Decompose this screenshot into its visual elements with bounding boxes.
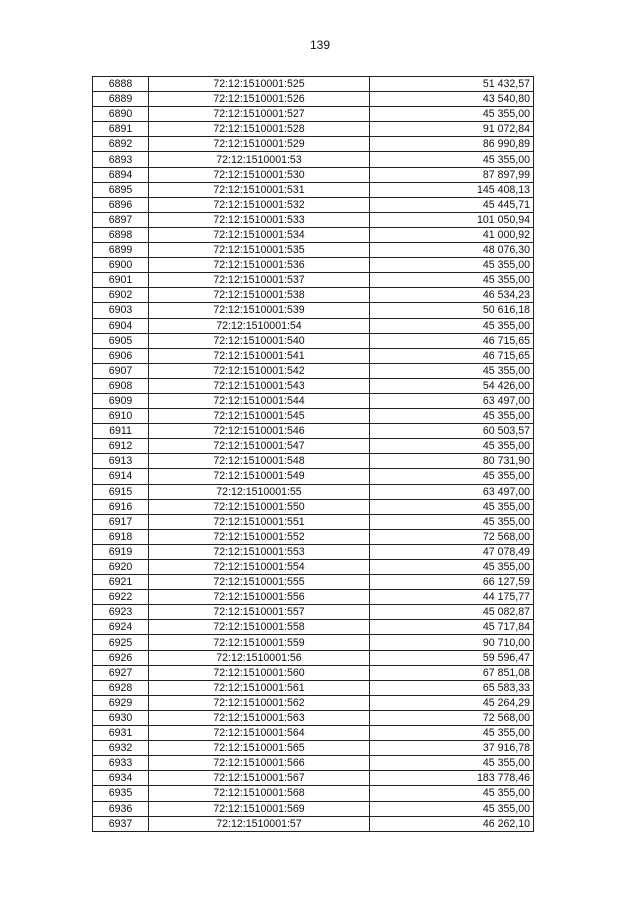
cadastral-value-table bbox=[92, 76, 533, 832]
row-number-cell: 6897 bbox=[93, 212, 149, 227]
table-row bbox=[93, 544, 534, 559]
value-cell: 45 355,00 bbox=[370, 258, 534, 273]
value-cell: 51 432,57 bbox=[370, 77, 534, 92]
value-cell: 54 426,00 bbox=[370, 378, 534, 393]
table-row bbox=[93, 665, 534, 680]
cadastral-number-cell: 72:12:1510001:553 bbox=[149, 544, 370, 559]
row-number-cell: 6925 bbox=[93, 635, 149, 650]
value-cell: 80 731,90 bbox=[370, 454, 534, 469]
value-cell: 91 072,84 bbox=[370, 122, 534, 137]
value-cell: 72 568,00 bbox=[370, 710, 534, 725]
table-row bbox=[93, 348, 534, 363]
table-row bbox=[93, 152, 534, 167]
cadastral-number-cell: 72:12:1510001:566 bbox=[149, 756, 370, 771]
cadastral-number-cell: 72:12:1510001:555 bbox=[149, 575, 370, 590]
table-row bbox=[93, 393, 534, 408]
table-row bbox=[93, 122, 534, 137]
table-row bbox=[93, 726, 534, 741]
cadastral-number-cell: 72:12:1510001:534 bbox=[149, 227, 370, 242]
table-row bbox=[93, 514, 534, 529]
value-cell: 45 445,71 bbox=[370, 197, 534, 212]
row-number-cell: 6936 bbox=[93, 801, 149, 816]
value-cell: 63 497,00 bbox=[370, 484, 534, 499]
table-row bbox=[93, 303, 534, 318]
table-row bbox=[93, 333, 534, 348]
row-number-cell: 6920 bbox=[93, 560, 149, 575]
table-row bbox=[93, 560, 534, 575]
table-row bbox=[93, 771, 534, 786]
row-number-cell: 6894 bbox=[93, 167, 149, 182]
row-number-cell: 6895 bbox=[93, 182, 149, 197]
cadastral-number-cell: 72:12:1510001:549 bbox=[149, 469, 370, 484]
value-cell: 67 851,08 bbox=[370, 665, 534, 680]
value-cell: 45 082,87 bbox=[370, 605, 534, 620]
row-number-cell: 6906 bbox=[93, 348, 149, 363]
cadastral-number-cell: 72:12:1510001:542 bbox=[149, 363, 370, 378]
cadastral-number-cell: 72:12:1510001:558 bbox=[149, 620, 370, 635]
row-number-cell: 6898 bbox=[93, 227, 149, 242]
row-number-cell: 6935 bbox=[93, 786, 149, 801]
table-row bbox=[93, 424, 534, 439]
row-number-cell: 6915 bbox=[93, 484, 149, 499]
row-number-cell: 6928 bbox=[93, 680, 149, 695]
row-number-cell: 6937 bbox=[93, 816, 149, 831]
row-number-cell: 6890 bbox=[93, 107, 149, 122]
value-cell: 41 000,92 bbox=[370, 227, 534, 242]
row-number-cell: 6917 bbox=[93, 514, 149, 529]
cadastral-number-cell: 72:12:1510001:531 bbox=[149, 182, 370, 197]
row-number-cell: 6903 bbox=[93, 303, 149, 318]
value-cell: 45 355,00 bbox=[370, 801, 534, 816]
cadastral-number-cell: 72:12:1510001:568 bbox=[149, 786, 370, 801]
table-row bbox=[93, 756, 534, 771]
row-number-cell: 6914 bbox=[93, 469, 149, 484]
value-cell: 183 778,46 bbox=[370, 771, 534, 786]
cadastral-number-cell: 72:12:1510001:56 bbox=[149, 650, 370, 665]
cadastral-number-cell: 72:12:1510001:548 bbox=[149, 454, 370, 469]
row-number-cell: 6899 bbox=[93, 243, 149, 258]
cadastral-number-cell: 72:12:1510001:54 bbox=[149, 318, 370, 333]
row-number-cell: 6905 bbox=[93, 333, 149, 348]
table-row bbox=[93, 816, 534, 831]
value-cell: 46 262,10 bbox=[370, 816, 534, 831]
value-cell: 59 596,47 bbox=[370, 650, 534, 665]
value-cell: 45 355,00 bbox=[370, 318, 534, 333]
row-number-cell: 6888 bbox=[93, 77, 149, 92]
value-cell: 37 916,78 bbox=[370, 741, 534, 756]
cadastral-number-cell: 72:12:1510001:541 bbox=[149, 348, 370, 363]
row-number-cell: 6911 bbox=[93, 424, 149, 439]
row-number-cell: 6921 bbox=[93, 575, 149, 590]
cadastral-number-cell: 72:12:1510001:539 bbox=[149, 303, 370, 318]
value-cell: 45 355,00 bbox=[370, 273, 534, 288]
table-row bbox=[93, 469, 534, 484]
table-row bbox=[93, 92, 534, 107]
cadastral-number-cell: 72:12:1510001:55 bbox=[149, 484, 370, 499]
table-row bbox=[93, 378, 534, 393]
cadastral-number-cell: 72:12:1510001:556 bbox=[149, 590, 370, 605]
value-cell: 43 540,80 bbox=[370, 92, 534, 107]
cadastral-number-cell: 72:12:1510001:525 bbox=[149, 77, 370, 92]
row-number-cell: 6892 bbox=[93, 137, 149, 152]
table-row bbox=[93, 741, 534, 756]
table-row bbox=[93, 227, 534, 242]
value-cell: 45 355,00 bbox=[370, 409, 534, 424]
table-row bbox=[93, 182, 534, 197]
cadastral-number-cell: 72:12:1510001:527 bbox=[149, 107, 370, 122]
row-number-cell: 6918 bbox=[93, 529, 149, 544]
row-number-cell: 6901 bbox=[93, 273, 149, 288]
row-number-cell: 6931 bbox=[93, 726, 149, 741]
cadastral-number-cell: 72:12:1510001:545 bbox=[149, 409, 370, 424]
row-number-cell: 6922 bbox=[93, 590, 149, 605]
value-cell: 45 355,00 bbox=[370, 514, 534, 529]
cadastral-number-cell: 72:12:1510001:532 bbox=[149, 197, 370, 212]
value-cell: 47 078,49 bbox=[370, 544, 534, 559]
row-number-cell: 6904 bbox=[93, 318, 149, 333]
row-number-cell: 6932 bbox=[93, 741, 149, 756]
table-row bbox=[93, 454, 534, 469]
value-cell: 65 583,33 bbox=[370, 680, 534, 695]
cadastral-number-cell: 72:12:1510001:561 bbox=[149, 680, 370, 695]
value-cell: 45 355,00 bbox=[370, 439, 534, 454]
cadastral-number-cell: 72:12:1510001:544 bbox=[149, 393, 370, 408]
table-row bbox=[93, 439, 534, 454]
value-cell: 60 503,57 bbox=[370, 424, 534, 439]
table-row bbox=[93, 243, 534, 258]
row-number-cell: 6910 bbox=[93, 409, 149, 424]
value-cell: 45 264,29 bbox=[370, 695, 534, 710]
page-number: 139 bbox=[309, 38, 331, 52]
value-cell: 145 408,13 bbox=[370, 182, 534, 197]
cadastral-number-cell: 72:12:1510001:537 bbox=[149, 273, 370, 288]
cadastral-number-cell: 72:12:1510001:528 bbox=[149, 122, 370, 137]
table-row bbox=[93, 212, 534, 227]
cadastral-number-cell: 72:12:1510001:565 bbox=[149, 741, 370, 756]
row-number-cell: 6907 bbox=[93, 363, 149, 378]
value-cell: 45 355,00 bbox=[370, 560, 534, 575]
cadastral-number-cell: 72:12:1510001:562 bbox=[149, 695, 370, 710]
row-number-cell: 6916 bbox=[93, 499, 149, 514]
row-number-cell: 6926 bbox=[93, 650, 149, 665]
table-row bbox=[93, 288, 534, 303]
cadastral-number-cell: 72:12:1510001:535 bbox=[149, 243, 370, 258]
value-cell: 45 355,00 bbox=[370, 363, 534, 378]
row-number-cell: 6912 bbox=[93, 439, 149, 454]
table-row bbox=[93, 635, 534, 650]
value-cell: 66 127,59 bbox=[370, 575, 534, 590]
row-number-cell: 6927 bbox=[93, 665, 149, 680]
row-number-cell: 6896 bbox=[93, 197, 149, 212]
value-cell: 50 616,18 bbox=[370, 303, 534, 318]
value-cell: 45 355,00 bbox=[370, 756, 534, 771]
cadastral-number-cell: 72:12:1510001:547 bbox=[149, 439, 370, 454]
cadastral-number-cell: 72:12:1510001:536 bbox=[149, 258, 370, 273]
value-cell: 90 710,00 bbox=[370, 635, 534, 650]
value-cell: 87 897,99 bbox=[370, 167, 534, 182]
table-row bbox=[93, 137, 534, 152]
value-cell: 45 355,00 bbox=[370, 152, 534, 167]
row-number-cell: 6919 bbox=[93, 544, 149, 559]
table-row bbox=[93, 650, 534, 665]
value-cell: 48 076,30 bbox=[370, 243, 534, 258]
cadastral-number-cell: 72:12:1510001:564 bbox=[149, 726, 370, 741]
value-cell: 45 355,00 bbox=[370, 726, 534, 741]
cadastral-number-cell: 72:12:1510001:530 bbox=[149, 167, 370, 182]
cadastral-number-cell: 72:12:1510001:543 bbox=[149, 378, 370, 393]
table-row bbox=[93, 167, 534, 182]
value-cell: 45 355,00 bbox=[370, 786, 534, 801]
cadastral-number-cell: 72:12:1510001:552 bbox=[149, 529, 370, 544]
table-row bbox=[93, 107, 534, 122]
table-row bbox=[93, 710, 534, 725]
cadastral-number-cell: 72:12:1510001:546 bbox=[149, 424, 370, 439]
row-number-cell: 6908 bbox=[93, 378, 149, 393]
cadastral-number-cell: 72:12:1510001:559 bbox=[149, 635, 370, 650]
table-row bbox=[93, 680, 534, 695]
table-row bbox=[93, 409, 534, 424]
row-number-cell: 6893 bbox=[93, 152, 149, 167]
cadastral-number-cell: 72:12:1510001:538 bbox=[149, 288, 370, 303]
table-row bbox=[93, 77, 534, 92]
cadastral-number-cell: 72:12:1510001:533 bbox=[149, 212, 370, 227]
table-row bbox=[93, 318, 534, 333]
cadastral-number-cell: 72:12:1510001:560 bbox=[149, 665, 370, 680]
row-number-cell: 6909 bbox=[93, 393, 149, 408]
table-row bbox=[93, 620, 534, 635]
row-number-cell: 6924 bbox=[93, 620, 149, 635]
value-cell: 72 568,00 bbox=[370, 529, 534, 544]
table-row bbox=[93, 575, 534, 590]
value-cell: 45 355,00 bbox=[370, 499, 534, 514]
row-number-cell: 6930 bbox=[93, 710, 149, 725]
cadastral-number-cell: 72:12:1510001:529 bbox=[149, 137, 370, 152]
cadastral-number-cell: 72:12:1510001:563 bbox=[149, 710, 370, 725]
table-row bbox=[93, 605, 534, 620]
cadastral-number-cell: 72:12:1510001:569 bbox=[149, 801, 370, 816]
data-table bbox=[92, 76, 534, 832]
table-row bbox=[93, 499, 534, 514]
value-cell: 46 715,65 bbox=[370, 348, 534, 363]
value-cell: 46 534,23 bbox=[370, 288, 534, 303]
cadastral-number-cell: 72:12:1510001:526 bbox=[149, 92, 370, 107]
cadastral-number-cell: 72:12:1510001:567 bbox=[149, 771, 370, 786]
table-row bbox=[93, 363, 534, 378]
table-row bbox=[93, 801, 534, 816]
table-row bbox=[93, 695, 534, 710]
value-cell: 46 715,65 bbox=[370, 333, 534, 348]
row-number-cell: 6913 bbox=[93, 454, 149, 469]
row-number-cell: 6923 bbox=[93, 605, 149, 620]
table-body bbox=[93, 77, 534, 832]
table-row bbox=[93, 484, 534, 499]
value-cell: 45 355,00 bbox=[370, 107, 534, 122]
table-row bbox=[93, 273, 534, 288]
cadastral-number-cell: 72:12:1510001:53 bbox=[149, 152, 370, 167]
cadastral-number-cell: 72:12:1510001:557 bbox=[149, 605, 370, 620]
row-number-cell: 6934 bbox=[93, 771, 149, 786]
value-cell: 101 050,94 bbox=[370, 212, 534, 227]
row-number-cell: 6900 bbox=[93, 258, 149, 273]
row-number-cell: 6933 bbox=[93, 756, 149, 771]
table-row bbox=[93, 786, 534, 801]
table-row bbox=[93, 197, 534, 212]
cadastral-number-cell: 72:12:1510001:551 bbox=[149, 514, 370, 529]
row-number-cell: 6902 bbox=[93, 288, 149, 303]
cadastral-number-cell: 72:12:1510001:554 bbox=[149, 560, 370, 575]
cadastral-number-cell: 72:12:1510001:540 bbox=[149, 333, 370, 348]
value-cell: 63 497,00 bbox=[370, 393, 534, 408]
row-number-cell: 6889 bbox=[93, 92, 149, 107]
table-row bbox=[93, 590, 534, 605]
cadastral-number-cell: 72:12:1510001:550 bbox=[149, 499, 370, 514]
value-cell: 86 990,89 bbox=[370, 137, 534, 152]
value-cell: 45 355,00 bbox=[370, 469, 534, 484]
row-number-cell: 6929 bbox=[93, 695, 149, 710]
row-number-cell: 6891 bbox=[93, 122, 149, 137]
value-cell: 44 175,77 bbox=[370, 590, 534, 605]
table-row bbox=[93, 529, 534, 544]
value-cell: 45 717,84 bbox=[370, 620, 534, 635]
table-row bbox=[93, 258, 534, 273]
cadastral-number-cell: 72:12:1510001:57 bbox=[149, 816, 370, 831]
